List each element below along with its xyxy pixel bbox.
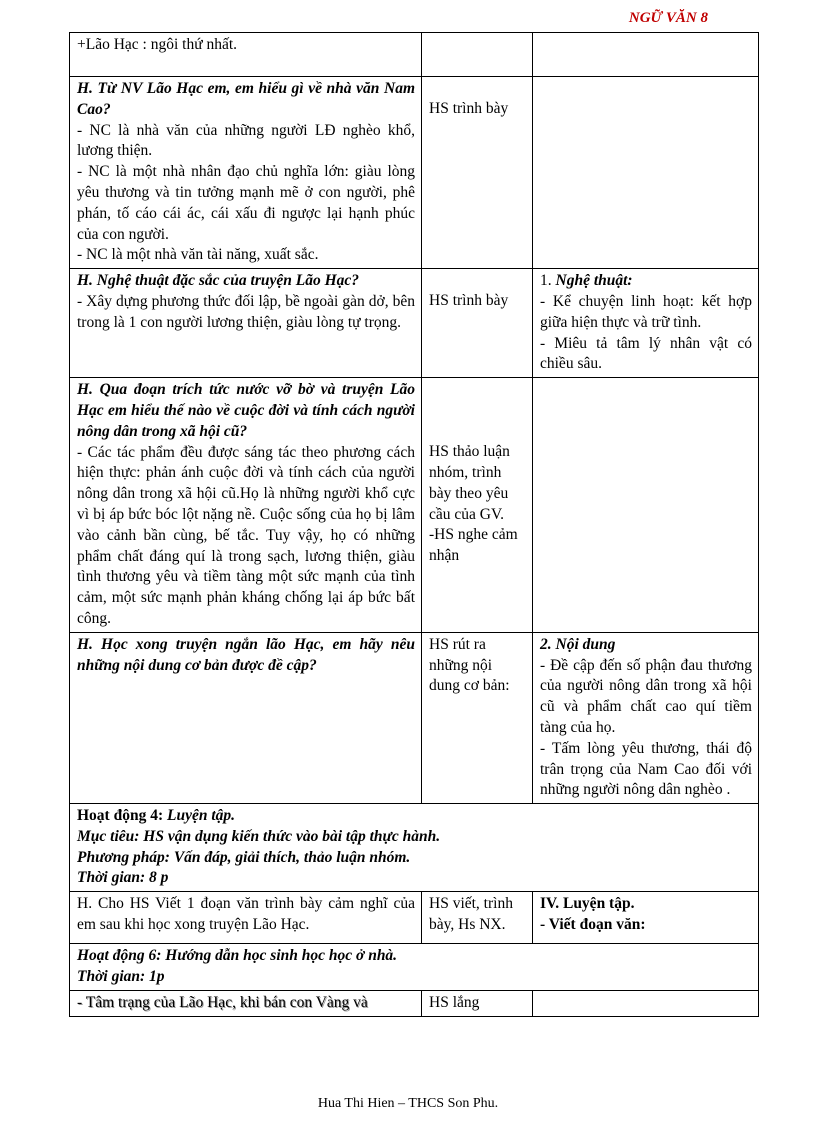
question-text: H. Học xong truyện ngắn lão Hạc, em hãy nêu những nội dung cơ bản được đề cập? — [77, 635, 415, 674]
cell-content — [70, 77, 422, 269]
cell-notes — [533, 33, 759, 77]
activity-text: HS rút ra những nội dung cơ bản: — [429, 635, 510, 695]
section-subtitle: - Viết đoạn văn: — [540, 916, 646, 934]
cell-content: - Tâm trạng của Lão Hạc, khi bán con Vàng và — [70, 990, 422, 1016]
activity-header — [70, 804, 759, 892]
cell-notes — [533, 269, 759, 378]
table-row — [70, 77, 759, 269]
question-text: H. Qua đoạn trích tức nước vỡ bờ và truyện Lão Hạc em hiểu thế nào về cuộc đời và tính cách người nông dân trong xã hội cũ? — [77, 381, 415, 440]
cell-notes — [533, 990, 759, 1016]
cell-notes — [533, 378, 759, 633]
table-row — [70, 944, 759, 991]
cell-notes — [533, 892, 759, 944]
activity-text: -HS nghe cảm nhận — [429, 526, 518, 565]
lesson-table — [69, 32, 759, 1017]
answer-line: - NC là nhà văn của những người LĐ nghèo khổ, lương thiện. — [77, 121, 415, 160]
cell-content: H. Cho HS Viết 1 đoạn văn trình bày cảm nghĩ của em sau khi học xong truyện Lão Hạc. — [70, 892, 422, 944]
activity-text: HS trình bày — [429, 100, 509, 117]
page-footer: Hua Thi Hien – THCS Son Phu. — [317, 1096, 499, 1111]
table-row — [70, 632, 759, 803]
table-row — [70, 378, 759, 633]
note-line: - Tấm lòng yêu thương, thái độ trân trọng của Nam Cao đối với những người nông dân nghèo . — [540, 739, 752, 799]
note-line: - Miêu tả tâm lý nhân vật có chiều sâu. — [540, 334, 752, 373]
answer-line: - NC là một nhà nhân đạo chủ nghĩa lớn: giàu lòng yêu thương và tin tưởng mạnh mẽ ở con người, phê phán, tố cáo cái ác, cái xấu đi ngược lại hạnh phúc của con người. — [77, 163, 415, 243]
question-text: H. Nghệ thuật đặc sắc của truyện Lão Hạc? — [77, 272, 360, 290]
activity-label: Hoạt động 4: — [77, 807, 164, 825]
table-row — [70, 804, 759, 892]
cell-content — [70, 632, 422, 803]
homework-title: Hoạt động 6: Hướng dẫn học sinh học học ở nhà. — [77, 947, 398, 965]
cell-notes — [533, 632, 759, 803]
question-text: H. Từ NV Lão Hạc em, em hiểu gì về nhà văn Nam Cao? — [77, 80, 415, 118]
page-header: NGỮ VĂN 8 — [628, 10, 708, 26]
activity-goal: Mục tiêu: HS vận dụng kiến thức vào bài tập thực hành. — [77, 827, 441, 845]
cell-activity — [422, 77, 533, 269]
cell-notes — [533, 77, 759, 269]
note-line: - Kể chuyện linh hoạt: kết hợp giữa hiện thực và trữ tình. — [540, 292, 752, 331]
section-title: 2. Nội dung — [540, 635, 616, 653]
cell-activity: HS viết, trình bày, Hs NX. — [422, 892, 533, 944]
activity-time: Thời gian: 8 p — [77, 869, 169, 887]
section-title: Nghệ thuật: — [555, 272, 633, 290]
answer-line: - Xây dựng phương thức đối lập, bề ngoài gàn dở, bên trong là 1 con người lương thiện, giàu lòng tự trọng. — [77, 292, 415, 331]
cell-content — [70, 378, 422, 633]
cell-activity: HS lắng — [422, 990, 533, 1016]
activity-method: Phương pháp: Vấn đáp, giải thích, thảo luận nhóm. — [77, 848, 411, 866]
table-row — [70, 892, 759, 944]
table-row — [70, 269, 759, 378]
section-number: 1. — [540, 272, 552, 290]
activity-text: HS trình bày — [429, 292, 509, 310]
table-row — [70, 33, 759, 77]
cell-activity — [422, 33, 533, 77]
cell-content — [70, 269, 422, 378]
activity-title: Luyện tập. — [167, 807, 236, 825]
homework-time: Thời gian: 1p — [77, 968, 165, 986]
cell-activity — [422, 378, 533, 633]
answer-line: - NC là một nhà văn tài năng, xuất sắc. — [77, 246, 319, 264]
cell-content: +Lão Hạc : ngôi thứ nhất. — [70, 33, 422, 77]
section-title: IV. Luyện tập. — [540, 895, 635, 913]
answer-line: - Các tác phẩm đều được sáng tác theo phương cách hiện thực: phản ánh cuộc đời và tính cách của người nông dân trong xã hội cũ.Họ là những người khổ cực vì bị áp bức bóc lột nặng nề. Cuộc sống của họ bị lâm vào cảnh bần cùng, bế tắc. Tuy vậy, họ có những phẩm chất đáng quí là trong sạch, lương thiện, giàu tình thương yêu và tiềm tàng một sức mạnh của tình cảm, một sức mạnh phản kháng chống lại áp bức bất công. — [77, 443, 415, 627]
note-line: - Đề cập đến số phận đau thương của người nông dân trong xã hội cũ và phẩm chất cao quí tiềm tàng của họ. — [540, 656, 752, 736]
homework-header — [70, 944, 759, 991]
activity-text: HS thảo luận nhóm, trình bày theo yêu cầu của GV. — [429, 443, 510, 523]
cell-activity — [422, 632, 533, 803]
cell-activity — [422, 269, 533, 378]
table-row — [70, 990, 759, 1016]
